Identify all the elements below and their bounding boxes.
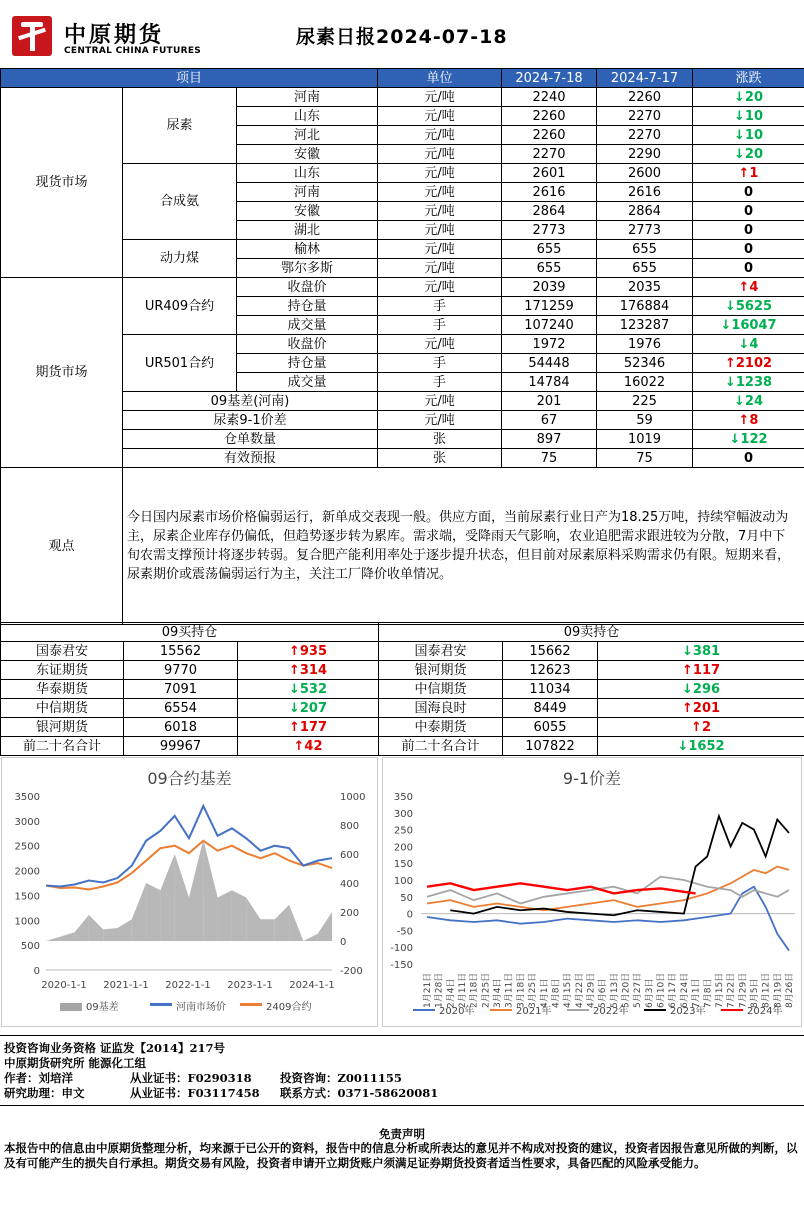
qualification: 投资咨询业务资格 证监发【2014】217号 bbox=[4, 1041, 226, 1055]
cell-value-today: 2260 bbox=[502, 107, 597, 126]
cell-change: ↑8 bbox=[693, 411, 804, 430]
x-tick-label: 2月25日 bbox=[481, 972, 492, 1008]
x-tick-label: 5月20日 bbox=[621, 972, 632, 1008]
cell-unit: 元/吨 bbox=[378, 221, 502, 240]
header-date1: 2024-7-18 bbox=[502, 69, 597, 88]
x-tick-label: 3月4日 bbox=[493, 978, 504, 1008]
x-tick-label: 4月15日 bbox=[563, 972, 574, 1008]
cell-change: 0 bbox=[693, 449, 804, 468]
legend-label: 2022年 bbox=[593, 1006, 629, 1017]
cell-change: ↓10 bbox=[693, 126, 804, 145]
buy-positions-title: 09买持仓 bbox=[1, 623, 379, 642]
cell-value-today: 201 bbox=[502, 392, 597, 411]
logo-english-name: CENTRAL CHINA FUTURES bbox=[64, 46, 202, 56]
cell-change: ↓10 bbox=[693, 107, 804, 126]
cell-unit: 元/吨 bbox=[378, 126, 502, 145]
basis-bar bbox=[103, 928, 117, 941]
cell-metric: 仓单数量 bbox=[123, 430, 378, 449]
cell-unit: 张 bbox=[378, 430, 502, 449]
cell-broker-sell: 银河期货 bbox=[379, 661, 503, 680]
x-tick-label: 2024-1-1 bbox=[289, 980, 335, 991]
cell-change: ↑1 bbox=[693, 164, 804, 183]
x-tick-label: 8月5日 bbox=[749, 978, 760, 1008]
y-left-tick-label: 0 bbox=[33, 966, 40, 977]
cell-value-prev: 655 bbox=[597, 240, 693, 259]
y-right-tick-label: 800 bbox=[340, 821, 360, 832]
basis-chart-title: 09合约基差 bbox=[147, 769, 232, 788]
cell-value-today: 67 bbox=[502, 411, 597, 430]
cell-change-buy: ↑314 bbox=[238, 661, 379, 680]
cell-region: 山东 bbox=[237, 107, 378, 126]
y-left-tick-label: 2000 bbox=[14, 866, 40, 878]
cell-unit: 手 bbox=[378, 297, 502, 316]
cell-value-buy: 7091 bbox=[124, 680, 238, 699]
cell-change: 0 bbox=[693, 259, 804, 278]
cell-region: 河北 bbox=[237, 126, 378, 145]
group-coal: 动力煤 bbox=[123, 240, 237, 278]
section-spot: 现货市场 bbox=[1, 88, 123, 278]
cell-value-today: 171259 bbox=[502, 297, 597, 316]
cell-broker-buy: 东证期货 bbox=[1, 661, 124, 680]
cell-change-sell: ↓381 bbox=[598, 642, 804, 661]
cell-change-buy: ↑177 bbox=[238, 718, 379, 737]
cell-region: 安徽 bbox=[237, 145, 378, 164]
basis-bar bbox=[89, 915, 103, 941]
cell-value-prev: 176884 bbox=[597, 297, 693, 316]
cell-metric: 09基差(河南) bbox=[123, 392, 378, 411]
y-tick-label: 250 bbox=[393, 825, 413, 837]
cell-value-buy: 9770 bbox=[124, 661, 238, 680]
cell-change: ↓122 bbox=[693, 430, 804, 449]
table-row bbox=[1, 661, 804, 680]
cell-change: 0 bbox=[693, 202, 804, 221]
cell-broker-sell: 中信期货 bbox=[379, 680, 503, 699]
x-tick-label: 3月25日 bbox=[528, 972, 539, 1008]
author-consult: 投资咨询：Z0011155 bbox=[280, 1071, 402, 1085]
view-row bbox=[1, 468, 804, 625]
cell-broker-sell: 国泰君安 bbox=[379, 642, 503, 661]
y-tick-label: -50 bbox=[396, 926, 413, 938]
cell-metric: 持仓量 bbox=[237, 354, 378, 373]
cell-unit: 元/吨 bbox=[378, 107, 502, 126]
cell-broker-buy: 前二十名合计 bbox=[1, 737, 124, 756]
basis-bar bbox=[232, 890, 246, 941]
cell-region: 鄂尔多斯 bbox=[237, 259, 378, 278]
table-header-row bbox=[1, 69, 804, 88]
company-logo-icon bbox=[12, 16, 52, 56]
price-table bbox=[0, 68, 804, 625]
cell-unit: 元/吨 bbox=[378, 278, 502, 297]
cell-value-buy: 6018 bbox=[124, 718, 238, 737]
legend-label: 河南市场价 bbox=[176, 1002, 226, 1013]
cell-change: ↓16047 bbox=[693, 316, 804, 335]
legend-label: 09基差 bbox=[86, 1002, 119, 1013]
y-tick-label: -150 bbox=[390, 960, 413, 971]
x-tick-label: 2021-1-1 bbox=[103, 980, 149, 991]
cell-unit: 元/吨 bbox=[378, 392, 502, 411]
x-tick-label: 6月24日 bbox=[679, 972, 690, 1008]
cell-broker-buy: 华泰期货 bbox=[1, 680, 124, 699]
table-row bbox=[1, 680, 804, 699]
basis-bar bbox=[203, 840, 217, 942]
table-row bbox=[1, 737, 804, 756]
x-tick-label: 5月6日 bbox=[598, 978, 609, 1008]
y-left-tick-label: 3500 bbox=[14, 792, 40, 803]
cell-change-sell: ↓1652 bbox=[598, 737, 804, 756]
cell-change: ↓20 bbox=[693, 88, 804, 107]
series-line-4 bbox=[427, 883, 696, 893]
x-tick-label: 7月22日 bbox=[726, 972, 737, 1008]
cell-unit: 元/吨 bbox=[378, 183, 502, 202]
series-line-henan bbox=[46, 806, 332, 887]
y-tick-label: 150 bbox=[393, 859, 413, 871]
cell-metric: 成交量 bbox=[237, 316, 378, 335]
x-tick-label: 4月8日 bbox=[551, 978, 562, 1008]
legend-swatch bbox=[60, 1003, 82, 1011]
y-right-tick-label: 400 bbox=[340, 879, 360, 890]
cell-change: 0 bbox=[693, 221, 804, 240]
cell-change: ↑2102 bbox=[693, 354, 804, 373]
table-row bbox=[1, 88, 804, 107]
cell-change: ↓20 bbox=[693, 145, 804, 164]
sell-positions-title: 09卖持仓 bbox=[379, 623, 804, 642]
view-text: 今日国内尿素市场价格偏弱运行，新单成交表现一般。供应方面，当前尿素行业日产为18.25万吨，持续窄幅波动为主，尿素企业库存仍偏低，但趋势逐步转为累库。需求端，受降雨天气影响，农业追肥需求跟进较为分散，7月中下旬农需支撑预计将逐步转弱。复合肥产能利用率处于逐步提升状态，但目前对尿素原料采购需求仍有限。短期来看，尿素期价或震荡偏弱运行为主，关注工厂降价收单情况。 bbox=[123, 468, 804, 625]
legend-swatch bbox=[150, 1003, 172, 1006]
y-tick-label: 100 bbox=[393, 876, 413, 887]
cell-value-sell: 6055 bbox=[503, 718, 598, 737]
cell-value-buy: 99967 bbox=[124, 737, 238, 756]
cell-unit: 手 bbox=[378, 316, 502, 335]
cell-value-today: 2601 bbox=[502, 164, 597, 183]
x-tick-label: 7月29日 bbox=[738, 972, 749, 1008]
y-left-tick-label: 1000 bbox=[14, 916, 40, 928]
basis-bar bbox=[146, 883, 160, 941]
table-row bbox=[1, 642, 804, 661]
cell-metric: 尿素9-1价差 bbox=[123, 411, 378, 430]
cell-value-today: 655 bbox=[502, 240, 597, 259]
cell-value-prev: 2270 bbox=[597, 107, 693, 126]
cell-value-today: 2260 bbox=[502, 126, 597, 145]
author-license: 从业证书：F0290318 bbox=[130, 1071, 252, 1085]
cell-value-today: 655 bbox=[502, 259, 597, 278]
cell-value-prev: 52346 bbox=[597, 354, 693, 373]
section-futures: 期货市场 bbox=[1, 278, 123, 468]
header-unit: 单位 bbox=[378, 69, 502, 88]
legend-swatch bbox=[240, 1003, 262, 1006]
cell-region: 山东 bbox=[237, 164, 378, 183]
cell-broker-buy: 国泰君安 bbox=[1, 642, 124, 661]
x-tick-label: 7月8日 bbox=[703, 978, 714, 1008]
y-left-tick-label: 1500 bbox=[14, 891, 40, 903]
cell-value-today: 2773 bbox=[502, 221, 597, 240]
cell-unit: 手 bbox=[378, 354, 502, 373]
cell-region: 河南 bbox=[237, 88, 378, 107]
series-line-0 bbox=[427, 887, 789, 951]
y-right-tick-label: 200 bbox=[340, 908, 360, 919]
x-tick-label: 6月17日 bbox=[668, 972, 679, 1008]
cell-value-sell: 107822 bbox=[503, 737, 598, 756]
cell-value-today: 75 bbox=[502, 449, 597, 468]
cell-broker-sell: 中泰期货 bbox=[379, 718, 503, 737]
report-title: 尿素日报2024-07-18 bbox=[296, 26, 508, 48]
cell-unit: 元/吨 bbox=[378, 240, 502, 259]
x-tick-label: 8月12日 bbox=[761, 972, 772, 1008]
x-tick-label: 3月18日 bbox=[516, 972, 527, 1008]
legend-label: 2021年 bbox=[516, 1006, 552, 1017]
table-row bbox=[1, 278, 804, 297]
cell-value-prev: 59 bbox=[597, 411, 693, 430]
cell-value-prev: 2035 bbox=[597, 278, 693, 297]
y-tick-label: -100 bbox=[390, 943, 413, 955]
y-tick-label: 300 bbox=[393, 808, 413, 820]
disclaimer-text: 本报告中的信息由中原期货整理分析，均来源于已公开的资料，报告中的信息分析或所表达的意见并不构成对投资的建议，投资者因报告意见所做的判断，以及有可能产生的损失自行承担。期货交易有风险，投资者申请开立期货账户须满足证券期货投资者适当性要求，具备匹配的风险承受能力。 bbox=[4, 1141, 798, 1170]
cell-metric: 收盘价 bbox=[237, 335, 378, 354]
cell-value-today: 2616 bbox=[502, 183, 597, 202]
cell-change: ↑4 bbox=[693, 278, 804, 297]
y-tick-label: 200 bbox=[393, 842, 413, 854]
disclaimer-divider bbox=[0, 1105, 804, 1106]
cell-value-buy: 6554 bbox=[124, 699, 238, 718]
cell-value-sell: 8449 bbox=[503, 699, 598, 718]
cell-change-buy: ↑935 bbox=[238, 642, 379, 661]
cell-region: 榆林 bbox=[237, 240, 378, 259]
cell-change: ↓4 bbox=[693, 335, 804, 354]
disclaimer-title: 免责声明 bbox=[379, 1127, 425, 1141]
cell-unit: 元/吨 bbox=[378, 88, 502, 107]
cell-change-buy: ↓207 bbox=[238, 699, 379, 718]
x-tick-label: 8月26日 bbox=[785, 972, 795, 1008]
y-right-tick-label: -200 bbox=[340, 966, 363, 977]
cell-unit: 元/吨 bbox=[378, 411, 502, 430]
cell-unit: 元/吨 bbox=[378, 164, 502, 183]
cell-metric: 收盘价 bbox=[237, 278, 378, 297]
header-date2: 2024-7-17 bbox=[597, 69, 693, 88]
y-left-tick-label: 2500 bbox=[14, 841, 40, 853]
x-tick-label: 2020-1-1 bbox=[41, 980, 87, 991]
cell-value-today: 897 bbox=[502, 430, 597, 449]
cell-value-sell: 11034 bbox=[503, 680, 598, 699]
basis-bar bbox=[261, 919, 275, 941]
basis-bar bbox=[60, 932, 74, 941]
footer-divider bbox=[0, 1035, 804, 1036]
cell-change: ↓5625 bbox=[693, 297, 804, 316]
cell-change-buy: ↑42 bbox=[238, 737, 379, 756]
table-row bbox=[1, 699, 804, 718]
basis-bar bbox=[218, 890, 232, 941]
cell-unit: 元/吨 bbox=[378, 202, 502, 221]
group-ur409: UR409合约 bbox=[123, 278, 237, 335]
cell-value-today: 2039 bbox=[502, 278, 597, 297]
x-tick-label: 1月21日 bbox=[423, 972, 433, 1008]
header-change: 涨跌 bbox=[693, 69, 804, 88]
x-tick-label: 2月4日 bbox=[446, 978, 457, 1008]
cell-value-prev: 75 bbox=[597, 449, 693, 468]
cell-change-sell: ↑117 bbox=[598, 661, 804, 680]
cell-value-prev: 2864 bbox=[597, 202, 693, 221]
basis-chart bbox=[1, 757, 378, 1027]
cell-metric: 成交量 bbox=[237, 373, 378, 392]
x-tick-label: 2022-1-1 bbox=[165, 980, 211, 991]
spread-chart-title: 9-1价差 bbox=[562, 769, 622, 788]
x-tick-label: 1月28日 bbox=[434, 972, 445, 1008]
cell-metric: 有效预报 bbox=[123, 449, 378, 468]
cell-change: ↓24 bbox=[693, 392, 804, 411]
cell-value-today: 1972 bbox=[502, 335, 597, 354]
cell-unit: 张 bbox=[378, 449, 502, 468]
author: 作者：刘培洋 bbox=[4, 1071, 73, 1085]
basis-bar bbox=[289, 905, 303, 941]
assistant-license: 从业证书：F03117458 bbox=[130, 1086, 260, 1100]
positions-table bbox=[0, 622, 804, 756]
x-tick-label: 6月10日 bbox=[656, 972, 667, 1008]
cell-value-prev: 1976 bbox=[597, 335, 693, 354]
basis-bar bbox=[132, 883, 146, 941]
basis-bar bbox=[318, 912, 332, 941]
y-right-tick-label: 600 bbox=[340, 850, 360, 861]
section-view: 观点 bbox=[1, 468, 123, 625]
x-tick-label: 7月15日 bbox=[714, 972, 725, 1008]
cell-broker-buy: 中信期货 bbox=[1, 699, 124, 718]
cell-value-prev: 123287 bbox=[597, 316, 693, 335]
legend-label: 2409合约 bbox=[266, 1002, 312, 1013]
cell-value-today: 2270 bbox=[502, 145, 597, 164]
group-ur501: UR501合约 bbox=[123, 335, 237, 392]
cell-region: 安徽 bbox=[237, 202, 378, 221]
cell-unit: 元/吨 bbox=[378, 259, 502, 278]
cell-metric: 持仓量 bbox=[237, 297, 378, 316]
cell-value-prev: 2600 bbox=[597, 164, 693, 183]
x-tick-label: 2月18日 bbox=[469, 972, 480, 1008]
cell-value-today: 107240 bbox=[502, 316, 597, 335]
legend-label: 2023年 bbox=[670, 1006, 706, 1017]
cell-value-prev: 655 bbox=[597, 259, 693, 278]
cell-value-prev: 2616 bbox=[597, 183, 693, 202]
cell-change: ↓1238 bbox=[693, 373, 804, 392]
cell-value-sell: 12623 bbox=[503, 661, 598, 680]
group-urea: 尿素 bbox=[123, 88, 237, 164]
header-item: 项目 bbox=[1, 69, 378, 88]
cell-region: 河南 bbox=[237, 183, 378, 202]
cell-value-today: 2864 bbox=[502, 202, 597, 221]
x-tick-label: 5月13日 bbox=[609, 972, 620, 1008]
y-tick-label: 50 bbox=[400, 892, 413, 904]
x-tick-label: 4月29日 bbox=[586, 972, 597, 1008]
basis-chart-svg bbox=[2, 758, 377, 1026]
basis-bar bbox=[118, 919, 132, 941]
cell-change: 0 bbox=[693, 240, 804, 259]
y-tick-label: 350 bbox=[393, 792, 413, 803]
cell-value-prev: 2773 bbox=[597, 221, 693, 240]
cell-value-prev: 2270 bbox=[597, 126, 693, 145]
cell-value-buy: 15562 bbox=[124, 642, 238, 661]
department: 中原期货研究所 能源化工组 bbox=[4, 1056, 147, 1070]
y-tick-label: 0 bbox=[406, 909, 413, 921]
basis-bar bbox=[75, 915, 89, 941]
y-left-tick-label: 500 bbox=[20, 941, 40, 953]
y-right-tick-label: 1000 bbox=[340, 792, 366, 803]
basis-bar bbox=[275, 905, 289, 941]
table-row bbox=[1, 718, 804, 737]
cell-broker-sell: 前二十名合计 bbox=[379, 737, 503, 756]
y-left-tick-label: 3000 bbox=[14, 816, 40, 828]
basis-bar bbox=[189, 840, 203, 942]
cell-value-sell: 15662 bbox=[503, 642, 598, 661]
cell-value-prev: 2290 bbox=[597, 145, 693, 164]
cell-unit: 手 bbox=[378, 373, 502, 392]
basis-bar bbox=[160, 854, 174, 941]
cell-change-buy: ↓532 bbox=[238, 680, 379, 699]
logo-chinese-name: 中原期货 bbox=[64, 22, 165, 48]
y-right-tick-label: 0 bbox=[340, 937, 347, 948]
basis-bar bbox=[246, 898, 260, 942]
cell-broker-sell: 国海良时 bbox=[379, 699, 503, 718]
cell-change: 0 bbox=[693, 183, 804, 202]
x-tick-label: 7月1日 bbox=[691, 978, 702, 1008]
assistant: 研究助理：申文 bbox=[4, 1086, 85, 1100]
cell-change-sell: ↓296 bbox=[598, 680, 804, 699]
report-header bbox=[0, 0, 804, 68]
spread-chart-svg bbox=[383, 758, 801, 1026]
cell-value-today: 54448 bbox=[502, 354, 597, 373]
cell-value-prev: 2260 bbox=[597, 88, 693, 107]
basis-bar bbox=[46, 937, 60, 941]
cell-value-prev: 225 bbox=[597, 392, 693, 411]
cell-region: 湖北 bbox=[237, 221, 378, 240]
x-tick-label: 2月11日 bbox=[458, 972, 469, 1008]
cell-value-today: 2240 bbox=[502, 88, 597, 107]
x-tick-label: 6月3日 bbox=[644, 978, 655, 1008]
spread-chart bbox=[382, 757, 802, 1027]
cell-value-prev: 1019 bbox=[597, 430, 693, 449]
contact: 联系方式：0371-58620081 bbox=[280, 1086, 439, 1100]
legend-label: 2020年 bbox=[439, 1006, 475, 1017]
x-tick-label: 2023-1-1 bbox=[227, 980, 273, 991]
x-tick-label: 4月1日 bbox=[539, 978, 550, 1008]
legend-label: 2024年 bbox=[747, 1006, 783, 1017]
x-tick-label: 4月22日 bbox=[574, 972, 585, 1008]
group-ammonia: 合成氨 bbox=[123, 164, 237, 240]
cell-change-sell: ↑2 bbox=[598, 718, 804, 737]
cell-change-sell: ↑201 bbox=[598, 699, 804, 718]
x-tick-label: 5月27日 bbox=[633, 972, 644, 1008]
basis-bar bbox=[303, 934, 317, 941]
basis-bar bbox=[175, 854, 189, 941]
cell-broker-buy: 银河期货 bbox=[1, 718, 124, 737]
x-tick-label: 3月11日 bbox=[504, 972, 515, 1008]
cell-value-today: 14784 bbox=[502, 373, 597, 392]
cell-unit: 元/吨 bbox=[378, 145, 502, 164]
cell-unit: 元/吨 bbox=[378, 335, 502, 354]
cell-value-prev: 16022 bbox=[597, 373, 693, 392]
x-tick-label: 8月19日 bbox=[773, 972, 784, 1008]
